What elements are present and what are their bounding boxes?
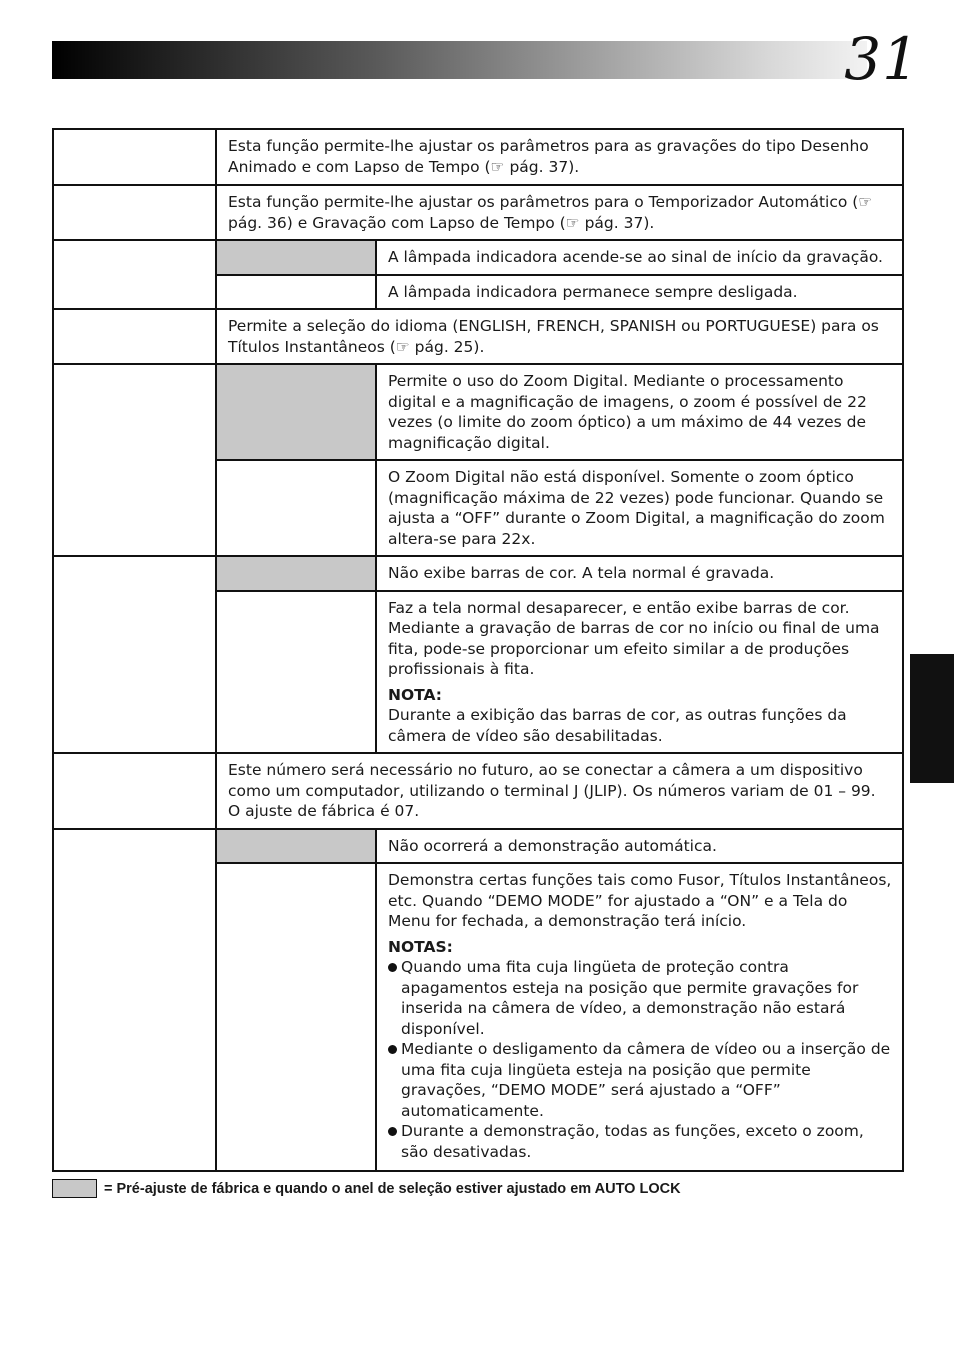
row-label-cell (53, 556, 216, 753)
factory-preset-option-cell (216, 829, 376, 864)
color-bar-on-text: Faz a tela normal desaparecer, e então exibe barras de cor. Mediante a gravação de barras de cor no início ou final de uma fita, pode-se proporcionar um efeito similar a de produções profissionais à fita. (388, 598, 880, 678)
bullet-icon (388, 963, 397, 972)
page-number: 31 (844, 25, 920, 93)
tally-off-description: A lâmpada indicadora permanece sempre desligada. (376, 275, 903, 310)
animation-description: Esta função permite-lhe ajustar os parâmetros para as gravações do tipo Desenho Animado e com Lapso de Tempo (☞ pág. 37). (216, 129, 903, 185)
notes-title: NOTAS: (388, 937, 453, 956)
list-item: Mediante o desligamento da câmera de vídeo ou a inserção de uma fita cuja lingüeta esteja na posição que permite gravações, “DEMO MODE” será ajustado a “OFF” automaticamente. (388, 1039, 892, 1121)
demo-mode-on-text: Demonstra certas funções tais como Fusor, Títulos Instantâneos, etc. Quando “DEMO MODE” for ajustado a “ON” e a Tela do Menu for fechada, a demonstração terá início. (388, 871, 892, 930)
factory-preset-swatch (52, 1179, 97, 1198)
pointing-hand-icon: ☞ (490, 157, 505, 176)
table-row-animation (53, 129, 903, 185)
table-row-tally-on (53, 240, 903, 275)
legend-text: = Pré-ajuste de fábrica e quando o anel de seleção estiver ajustado em AUTO LOCK (104, 1180, 681, 1197)
row-label-cell (53, 309, 216, 364)
row-label-cell (53, 240, 216, 309)
section-side-tab (910, 654, 954, 783)
demo-mode-on-description (376, 863, 903, 1171)
tally-on-description: A lâmpada indicadora acende-se ao sinal de início da gravação. (376, 240, 903, 275)
bullet-icon (388, 1045, 397, 1054)
notes-list (388, 957, 892, 1162)
table-row-cam-number (53, 753, 903, 829)
table-row-color-bar-off (53, 556, 903, 591)
table-row-demo-mode-off (53, 829, 903, 864)
legend (52, 1179, 681, 1198)
digital-zoom-on-description: Permite o uso do Zoom Digital. Mediante o processamento digital e a magnificação de imagens, o zoom é possível de 22 vezes (o limite do zoom óptico) a um máximo de 44 vezes de magnificação digital. (376, 364, 903, 460)
row-label-cell (53, 129, 216, 185)
color-bar-on-description (376, 591, 903, 754)
pointing-hand-icon: ☞ (395, 337, 410, 356)
list-item: Durante a demonstração, todas as funções, exceto o zoom, são desativadas. (388, 1121, 892, 1162)
option-cell (216, 275, 376, 310)
factory-preset-option-cell (216, 364, 376, 460)
list-item: Quando uma fita cuja lingüeta de proteção contra apagamentos esteja na posição que permite gravações for inserida na câmera de vídeo, a demonstração não estará disponível. (388, 957, 892, 1039)
header-gradient-bar (52, 41, 867, 79)
row-label-cell (53, 753, 216, 829)
table-row-self-timer (53, 185, 903, 240)
color-bar-off-description: Não exibe barras de cor. A tela normal é gravada. (376, 556, 903, 591)
table-row-digital-zoom-on (53, 364, 903, 460)
table-row-language (53, 309, 903, 364)
factory-preset-option-cell (216, 556, 376, 591)
self-timer-description: Esta função permite-lhe ajustar os parâmetros para o Temporizador Automático (☞ pág. 36) e Gravação com Lapso de Tempo (☞ pág. 37). (216, 185, 903, 240)
pointing-hand-icon: ☞ (858, 193, 873, 211)
settings-table (52, 128, 904, 1172)
row-label-cell (53, 829, 216, 1172)
bullet-icon (388, 1127, 397, 1136)
option-cell (216, 591, 376, 754)
option-cell (216, 863, 376, 1171)
note-title: NOTA: (388, 685, 443, 704)
digital-zoom-off-description: O Zoom Digital não está disponível. Somente o zoom óptico (magnificação máxima de 22 vezes) pode funcionar. Quando se ajusta a “OFF” durante o Zoom Digital, a magnificação do zoom altera-se para 22x. (376, 460, 903, 556)
pointing-hand-icon: ☞ (565, 213, 580, 232)
note-text: Durante a exibição das barras de cor, as outras funções da câmera de vídeo são desabilitadas. (388, 706, 847, 745)
option-cell (216, 460, 376, 556)
cam-number-description: Este número será necessário no futuro, ao se conectar a câmera a um dispositivo como um computador, utilizando o terminal J (JLIP). Os números variam de 01 – 99. O ajuste de fábrica é 07. (216, 753, 903, 829)
factory-preset-option-cell (216, 240, 376, 275)
demo-mode-off-description: Não ocorrerá a demonstração automática. (376, 829, 903, 864)
language-description: Permite a seleção do idioma (ENGLISH, FRENCH, SPANISH ou PORTUGUESE) para os Títulos Instantâneos (☞ pág. 25). (216, 309, 903, 364)
row-label-cell (53, 364, 216, 556)
row-label-cell (53, 185, 216, 240)
